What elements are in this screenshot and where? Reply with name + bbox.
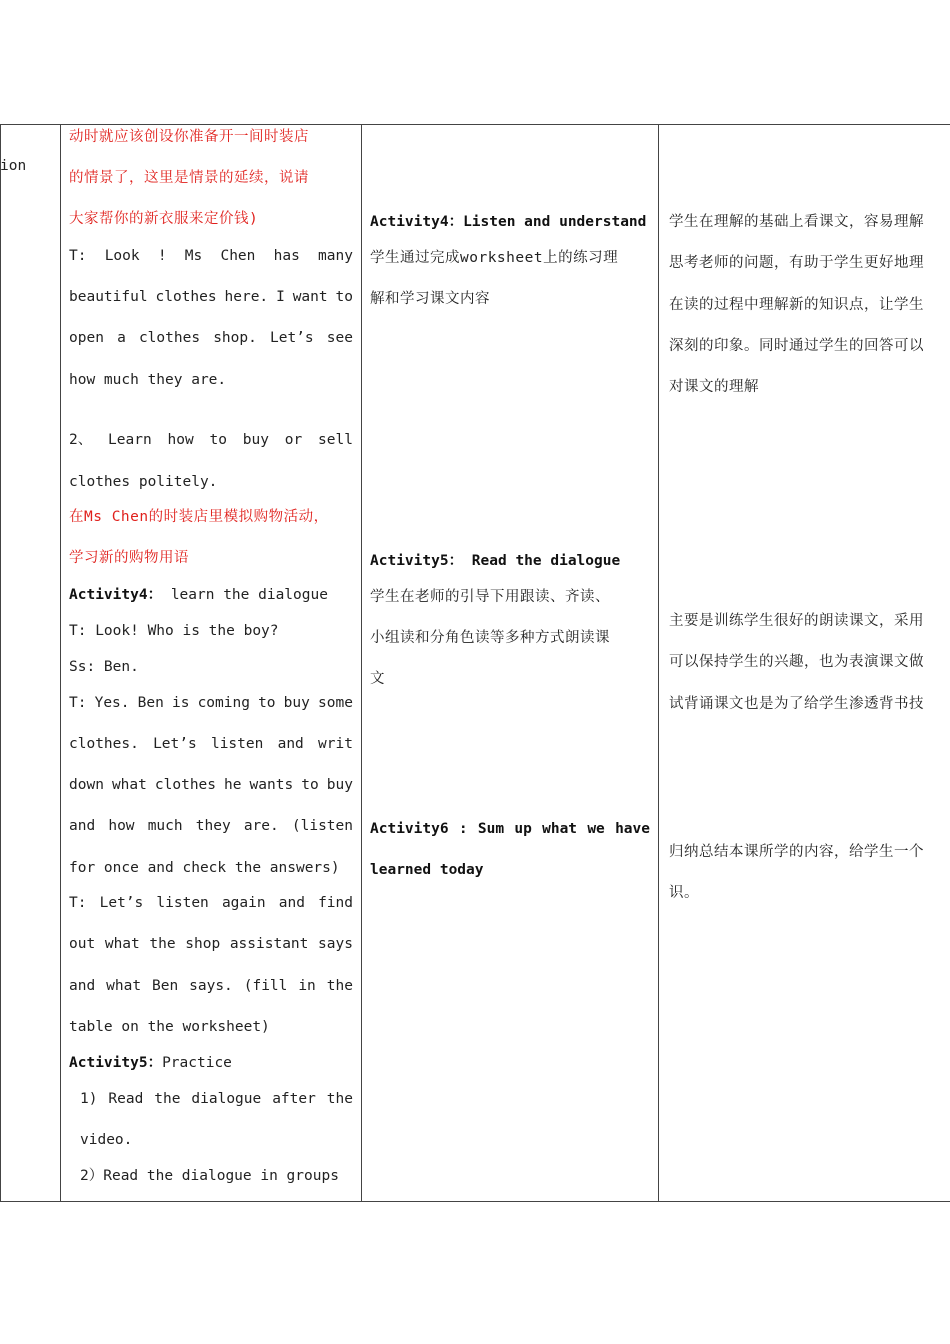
text-segment: Chen <box>220 248 256 264</box>
text-segment: how <box>167 432 194 448</box>
activity5-label: Activity5： <box>69 1055 163 1071</box>
text-segment: the <box>149 936 176 952</box>
text-segment: wants <box>249 777 294 793</box>
text-segment: to <box>209 432 227 448</box>
text-segment: again <box>221 895 266 911</box>
text-segment: Let’s <box>269 330 314 346</box>
scenario-note-line: 学习新的购物用语 <box>69 550 189 566</box>
text-segment: shop <box>185 936 221 952</box>
text-segment: and <box>278 895 305 911</box>
text-segment: what <box>542 821 578 837</box>
text-segment: coming <box>197 695 250 711</box>
text-segment: Sum <box>477 821 505 837</box>
teacher-line: table on the worksheet) <box>69 1019 270 1035</box>
teacher-line: T: Look! Who is the boy? <box>69 623 279 639</box>
text-segment: what <box>111 777 147 793</box>
text-segment: to <box>335 289 353 305</box>
activity4-description: 解和学习课文内容 <box>370 291 490 307</box>
scenario-note-line: 大家帮你的新衣服来定价钱) <box>69 211 259 227</box>
intent-line: 主要是训练学生很好的朗读课文，采用 <box>669 613 924 629</box>
activity4-label: Activity4： <box>69 587 163 603</box>
text-segment: beautiful <box>69 289 148 305</box>
text-segment: in <box>298 978 316 994</box>
practice-item: 2）Read the dialogue in groups <box>80 1168 339 1184</box>
text-segment: writ <box>318 736 353 752</box>
text-segment: 1) <box>80 1091 98 1107</box>
intent-line: 可以保持学生的兴趣，也为表演课文做 <box>669 654 924 670</box>
activity5-text: Practice <box>162 1055 232 1071</box>
text-segment: he <box>224 777 242 793</box>
text-segment: listen <box>210 736 264 752</box>
intent-line: 在读的过程中理解新的知识点，让学生 <box>669 297 924 313</box>
text-segment: here. <box>224 289 269 305</box>
activity6-title: learned today <box>370 862 484 878</box>
text-segment: the <box>326 1091 353 1107</box>
text-segment: says <box>318 936 353 952</box>
intent-line: 归纳总结本课所学的内容，给学生一个 <box>669 844 924 860</box>
text-segment: Let’s <box>99 895 144 911</box>
text-segment: has <box>273 248 300 264</box>
text-segment: find <box>318 895 353 911</box>
text-segment: how <box>108 818 135 834</box>
text-segment: to <box>258 695 276 711</box>
stage-label: ion <box>0 158 27 174</box>
activity5-description: 学生在老师的引导下用跟读、齐读、 <box>370 589 610 605</box>
text-segment: 2、 <box>69 432 93 448</box>
text-segment: and <box>69 818 96 834</box>
intent-line: 识。 <box>669 885 699 901</box>
text-segment: or <box>284 432 303 448</box>
text-segment: (fill <box>243 978 288 994</box>
text-segment: Look <box>104 248 140 264</box>
student-line: Ss: Ben. <box>69 659 139 675</box>
text-segment: see <box>326 330 353 346</box>
intent-line: 试背诵课文也是为了给学生渗透背书技 <box>669 696 924 712</box>
scenario-note-line: 在Ms Chen的时装店里模拟购物活动， <box>69 509 329 525</box>
text-segment: after <box>272 1091 316 1107</box>
text-segment: T: <box>69 248 87 264</box>
text-segment: assistant <box>229 936 309 952</box>
text-segment: Let’s <box>153 736 197 752</box>
text-segment: : <box>458 821 468 837</box>
text-segment: Ms <box>184 248 203 264</box>
activity5-description: 小组读和分角色读等多种方式朗读课 <box>370 630 610 646</box>
text-segment: and <box>277 736 304 752</box>
text-segment: clothes <box>154 777 217 793</box>
text-segment: is <box>171 695 190 711</box>
intent-line: 学生在理解的基础上看课文，容易理解 <box>669 214 924 230</box>
text-segment: I <box>276 289 285 305</box>
text-segment: what <box>104 936 140 952</box>
text-segment: the <box>154 1091 181 1107</box>
text-segment: Ben <box>152 978 179 994</box>
text-segment: a <box>117 330 126 346</box>
activity5-title: Activity5： Read the dialogue <box>370 553 621 569</box>
activity4-text: learn the dialogue <box>170 587 328 603</box>
text-segment: dialogue <box>191 1091 262 1107</box>
scenario-note-line: 动时就应该创设你准备开一间时装店 <box>69 129 309 145</box>
text-segment: buy <box>242 432 269 448</box>
text-segment: we <box>587 821 605 837</box>
text-segment: down <box>69 777 104 793</box>
text-segment: and <box>69 978 96 994</box>
text-segment: Ben <box>137 695 164 711</box>
text-segment: buy <box>326 777 353 793</box>
text-segment: they <box>195 818 231 834</box>
text-segment: T: <box>69 695 87 711</box>
text-segment: many <box>318 248 353 264</box>
text-segment: Activity6 <box>370 821 449 837</box>
text-segment: up <box>514 821 532 837</box>
text-segment: sell <box>318 432 353 448</box>
text-segment: says. <box>189 978 233 994</box>
text-segment: clothes <box>138 330 201 346</box>
text-segment: (listen <box>291 818 353 834</box>
text-segment: out <box>69 936 96 952</box>
text-segment: Yes. <box>94 695 130 711</box>
practice-item: video. <box>80 1132 133 1148</box>
teacher-line: how much they are. <box>69 372 227 388</box>
text-segment: clothes. <box>69 736 139 752</box>
text-segment: are. <box>243 818 279 834</box>
intent-line: 深刻的印象。同时通过学生的回答可以 <box>669 338 924 354</box>
text-segment: Learn <box>108 432 152 448</box>
text-segment: what <box>106 978 142 994</box>
activity4-title: Activity4：Listen and understand <box>370 214 647 230</box>
text-segment: T: <box>69 895 87 911</box>
text-segment: Read <box>108 1091 144 1107</box>
text-segment: much <box>147 818 183 834</box>
text-segment: shop. <box>213 330 257 346</box>
intent-line: 思考老师的问题，有助于学生更好地理 <box>669 255 924 271</box>
intent-line: 对课文的理解 <box>669 379 759 395</box>
step-line: clothes politely. <box>69 474 218 490</box>
teacher-line: for once and check the answers) <box>69 860 340 876</box>
activity4-description: 学生通过完成worksheet上的练习理 <box>370 250 619 266</box>
text-segment: to <box>301 777 319 793</box>
text-segment: listen <box>156 895 209 911</box>
text-segment: have <box>615 821 650 837</box>
text-segment: clothes <box>155 289 217 305</box>
activity5-description: 文 <box>370 671 385 687</box>
text-segment: some <box>318 695 353 711</box>
text-segment: ! <box>157 248 167 264</box>
scenario-note-line: 的情景了，这里是情景的延续，说请 <box>69 170 309 186</box>
text-segment: want <box>292 289 328 305</box>
text-segment: buy <box>283 695 310 711</box>
text-segment: the <box>326 978 353 994</box>
text-segment: open <box>69 330 104 346</box>
